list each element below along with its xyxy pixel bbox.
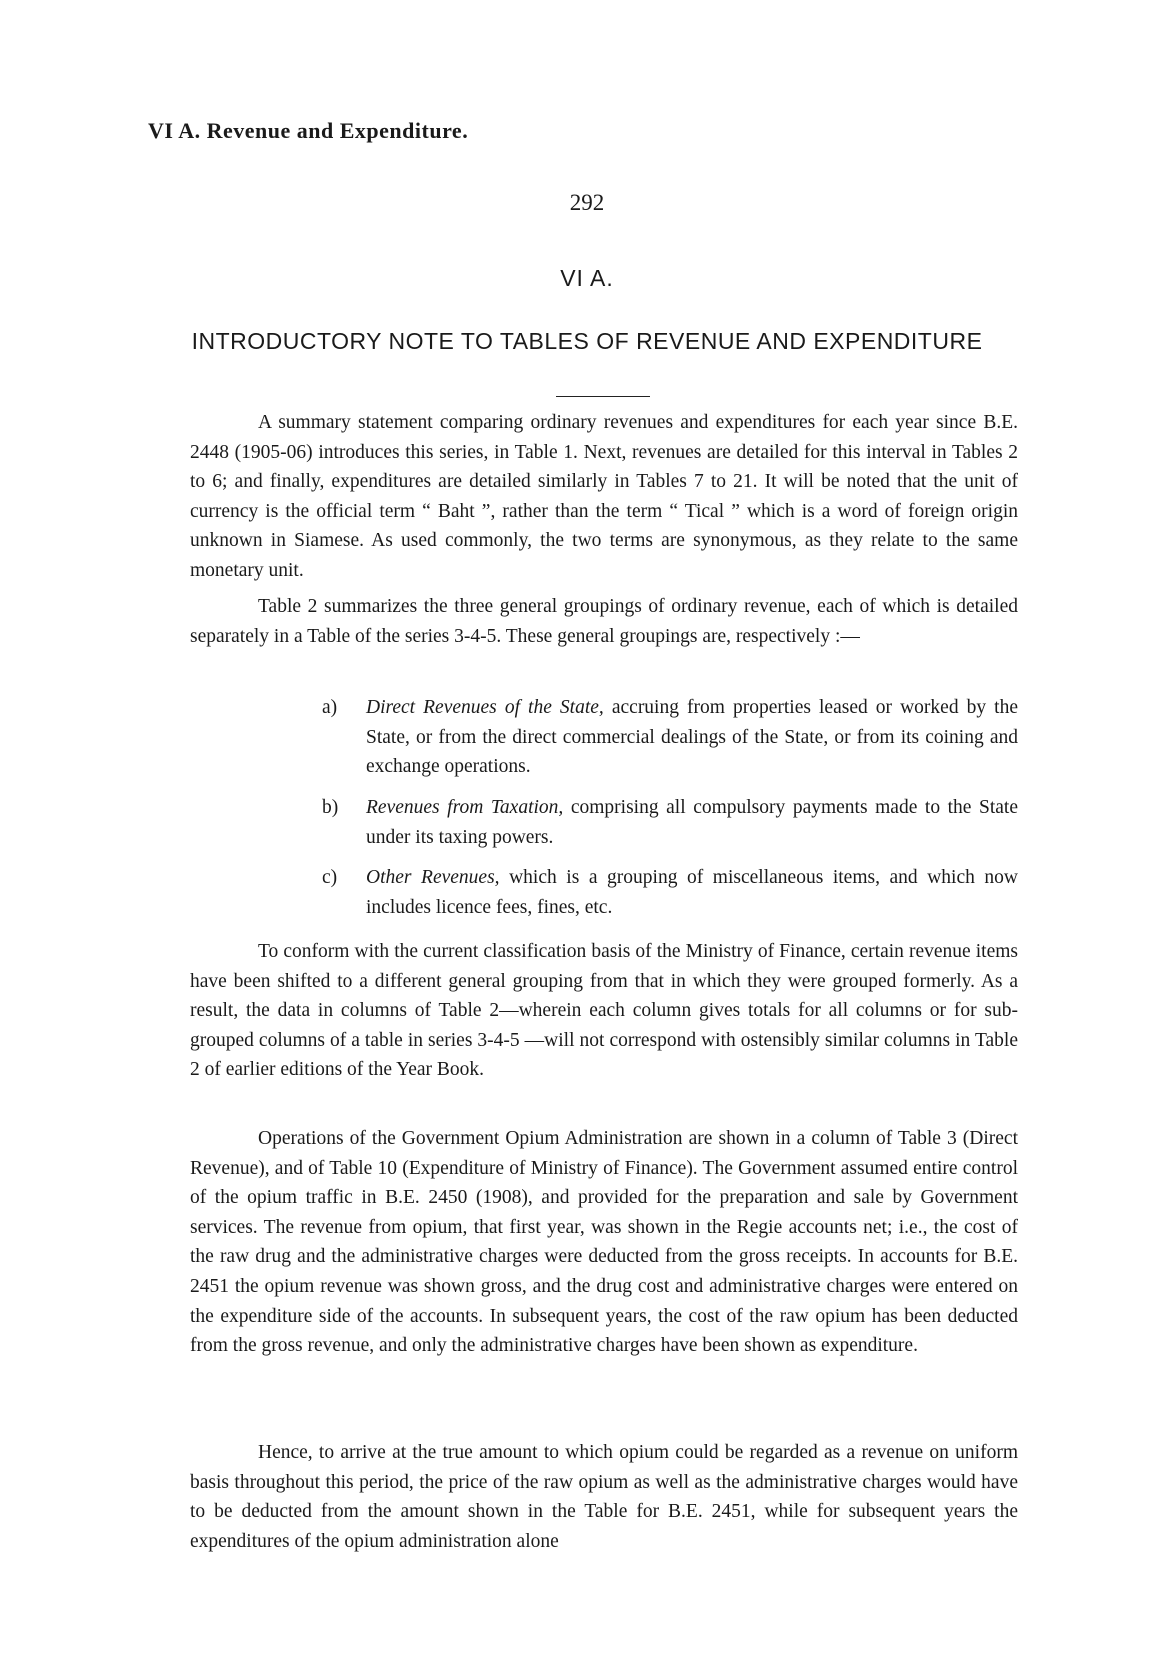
list-item-b (322, 793, 1019, 852)
running-head: VI A. Revenue and Expenditure. (148, 118, 469, 143)
list-item-text: comprising all compulsory payments made to the State under its taxing powers. (366, 797, 1019, 848)
page-number: 292 (569, 190, 605, 215)
list-item-a (322, 693, 1018, 782)
paragraph-text: To conform with the current classification basis of the Ministry of Finance, certain revenue items have been shifted to a different general grouping from that in which they were grouped formerly. As a result, the data in columns of Table 2—wherein each column gives totals for all columns or for sub-grouped columns of a table in series 3-4-5 —will not correspond with ostensibly similar columns in Table 2 of earlier editions of the Year Book. (190, 941, 1018, 1081)
paragraph-text: A summary statement comparing ordinary revenues and expenditures for each year since B.E. 2448 (1905-06) introduces this series, in Table 1. Next, revenues are detailed for this interval in Tables 2 to 6; and finally, expenditures are detailed similarly in Tables 7 to 21. It will be noted that the unit of currency is the official term “ Baht ”, rather than the term “ Tical ” which is a word of foreign origin unknown in Siamese. As used commonly, the two terms are synonymous, as they relate to the same monetary unit. (190, 412, 1018, 581)
paragraph-text: Hence, to arrive at the true amount to which opium could be regarded as a revenue on uniform basis throughout this period, the price of the raw opium as well as the administrative charges would have to be deducted from the amount shown in the Table for B.E. 2451, while for subsequent years the expenditures of the opium administration alone (190, 1442, 1018, 1552)
list-item-text: which is a grouping of miscellaneous items, and which now includes licence fees, fines, etc. (366, 867, 1018, 918)
paragraph-5 (190, 1438, 1018, 1556)
paragraph-4 (190, 1124, 1018, 1361)
paragraph-3 (190, 937, 1018, 1085)
section-label: VI A. (560, 265, 614, 291)
paragraph-text: Operations of the Government Opium Administration are shown in a column of Table 3 (Direct Revenue), and of Table 10 (Expenditure of Ministry of Finance). The Government assumed entire control of the opium traffic in B.E. 2450 (1908), and provided for the preparation and sale by Government services. The revenue from opium, that first year, was shown in the Regie accounts net; i.e., the cost of the raw drug and the administrative charges were deducted from the gross receipts. In accounts for B.E. 2451 the opium revenue was shown gross, and the drug cost and administrative charges were entered on the expenditure side of the accounts. In subsequent years, the cost of the raw opium has been deducted from the gross revenue, and only the administrative charges have been shown as expenditure. (190, 1128, 1018, 1357)
paragraph-1 (190, 408, 1018, 586)
list-marker: a) (322, 697, 338, 718)
list-item-text: accruing from properties leased or worked by the State, or from the direct commercial dealings of the State, or from its coining and exchange operations. (366, 697, 1018, 778)
list-marker: c) (322, 867, 338, 888)
title-rule (556, 396, 650, 397)
list-item-title: Other Revenues, (366, 867, 500, 888)
section-title: INTRODUCTORY NOTE TO TABLES OF REVENUE AND EXPENDITURE (191, 328, 983, 354)
list-item-c (322, 863, 1018, 922)
paragraph-text: Table 2 summarizes the three general groupings of ordinary revenue, each of which is detailed separately in a Table of the series 3-4-5. These general groupings are, respectively :— (190, 596, 1018, 647)
paragraph-2 (190, 592, 1018, 651)
list-item-title: Revenues from Taxation, (366, 797, 564, 818)
list-item-title: Direct Revenues of the State, (366, 697, 604, 718)
list-marker: b) (322, 797, 339, 818)
